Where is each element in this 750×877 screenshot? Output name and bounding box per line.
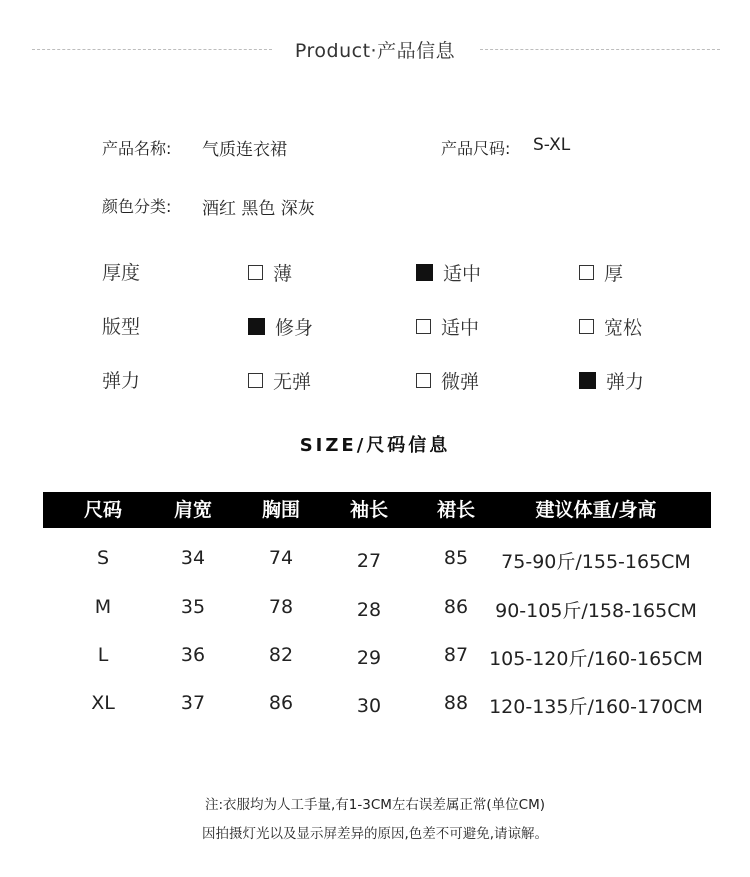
attribute-option [248,313,313,340]
attribute-name: 版型 [102,316,141,338]
table-header-cell: 袖长 [349,499,388,521]
product-name-value: 气质连衣裙 [202,140,287,160]
table-cell: 74 [268,547,294,569]
table-cell: 29 [356,647,382,669]
table-cell: 82 [268,644,294,666]
table-cell: M [94,596,112,618]
attribute-option-label: 适中 [443,263,482,285]
checked-box-icon [416,264,433,281]
table-cell: 34 [180,547,206,569]
table-header-cell: 建议体重/身高 [535,499,657,521]
unchecked-box-icon [579,319,594,334]
table-cell: XL [91,692,115,714]
unchecked-box-icon [248,265,263,280]
unchecked-box-icon [579,265,594,280]
attribute-option [416,367,479,394]
section-title-product-info: Product·产品信息 [294,40,456,62]
table-cell: 120-135斤/160-170CM [489,696,703,718]
size-table-header [43,492,711,528]
checked-box-icon [579,372,596,389]
checked-box-icon [248,318,265,335]
attribute-option [416,259,481,286]
table-cell: 35 [180,596,206,618]
table-header-cell: 裙长 [436,499,475,521]
table-cell: S [96,547,110,569]
product-size-value: S-XL [533,135,571,155]
table-cell: 78 [268,596,294,618]
attribute-option-label: 适中 [441,317,480,339]
color-category-value: 酒红 黑色 深灰 [202,199,315,219]
attribute-option [248,367,311,394]
color-disclaimer-note: 因拍摄灯光以及显示屏差异的原因,色差不可避免,请谅解。 [201,826,549,842]
table-cell: 87 [443,644,469,666]
attribute-option-label: 薄 [273,263,293,285]
attribute-option-label: 无弹 [273,371,312,393]
table-header-cell: 尺码 [83,499,122,521]
color-category-label: 颜色分类: [102,197,172,216]
table-cell: 105-120斤/160-165CM [489,648,703,670]
table-cell: 85 [443,547,469,569]
attribute-name: 弹力 [102,370,141,392]
size-section-title: SIZE/尺码信息 [299,435,451,456]
attribute-option [248,259,292,286]
attribute-option [579,259,623,286]
table-cell: 30 [356,695,382,717]
table-cell: 88 [443,692,469,714]
unchecked-box-icon [416,319,431,334]
table-cell: 90-105斤/158-165CM [495,600,697,622]
attribute-name: 厚度 [102,262,141,284]
attribute-option [579,313,642,340]
product-name-label: 产品名称: [102,139,172,158]
table-cell: 27 [356,550,382,572]
attribute-option [416,313,479,340]
table-header-cell: 肩宽 [173,499,212,521]
table-cell: L [97,644,109,666]
unchecked-box-icon [416,373,431,388]
measurement-note: 注:衣服均为人工手量,有1-3CM左右误差属正常(单位CM) [204,797,546,813]
table-cell: 28 [356,599,382,621]
attribute-option-label: 厚 [604,263,624,285]
attribute-option-label: 宽松 [604,317,643,339]
table-header-cell: 胸围 [261,499,300,521]
product-size-label: 产品尺码: [441,139,511,158]
table-cell: 75-90斤/155-165CM [501,551,691,573]
attribute-option-label: 弹力 [606,371,645,393]
table-cell: 86 [443,596,469,618]
unchecked-box-icon [248,373,263,388]
table-cell: 86 [268,692,294,714]
attribute-option-label: 微弹 [441,371,480,393]
table-cell: 36 [180,644,206,666]
table-cell: 37 [180,692,206,714]
attribute-option-label: 修身 [275,317,314,339]
attribute-option [579,367,644,394]
